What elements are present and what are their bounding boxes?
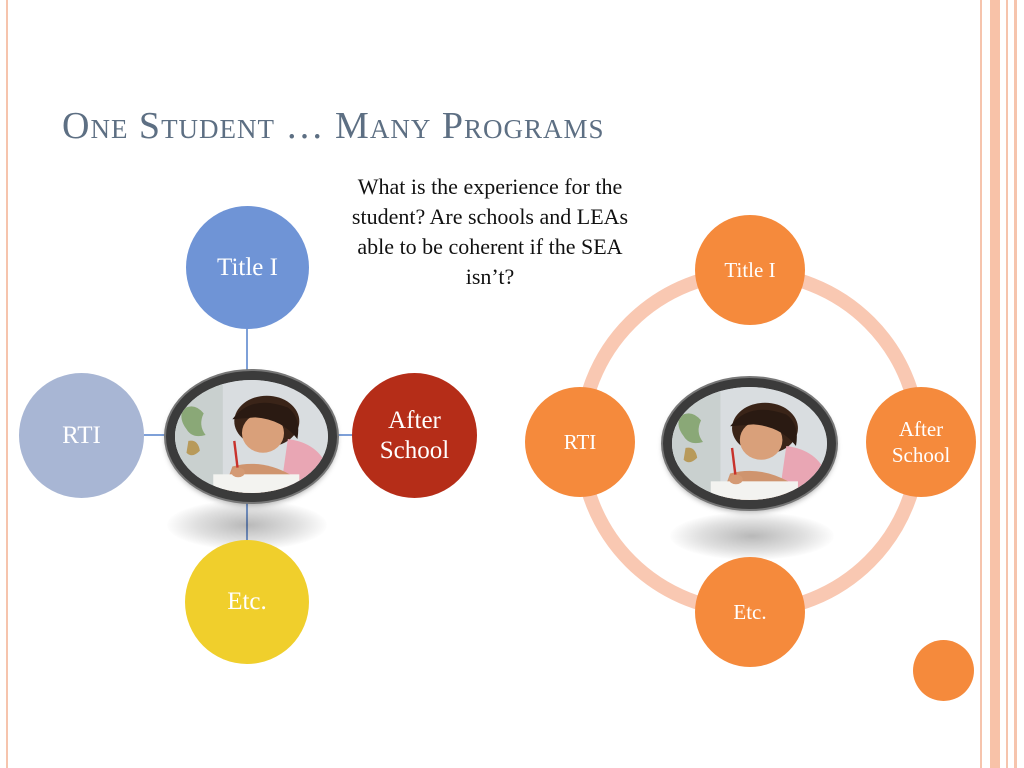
right-border-line-3 bbox=[1014, 0, 1017, 768]
right-photo-shadow bbox=[670, 512, 834, 560]
question-text: What is the experience for the student? Are schools and LEAs able to be coherent if the SEA isn’t? bbox=[351, 174, 629, 289]
right-border-line-2 bbox=[1006, 0, 1008, 768]
left-border-line bbox=[6, 0, 8, 768]
right-node-after-school bbox=[866, 387, 976, 497]
right-node-etc bbox=[695, 557, 805, 667]
slide-title: One Student … Many Programs bbox=[62, 105, 605, 147]
left-student-photo bbox=[166, 371, 337, 502]
left-node-etc bbox=[185, 540, 309, 664]
right-node-etc-label: Etc. bbox=[733, 599, 767, 624]
right-node-rti bbox=[525, 387, 635, 497]
right-border-line-1 bbox=[980, 0, 982, 768]
corner-dot bbox=[913, 640, 974, 701]
right-node-after-label: After bbox=[898, 417, 944, 441]
right-node-title-i bbox=[695, 215, 805, 325]
left-node-after-school bbox=[352, 373, 477, 498]
left-node-rti-label: RTI bbox=[62, 421, 101, 449]
left-node-etc-label: Etc. bbox=[227, 588, 267, 615]
right-border-band bbox=[990, 0, 1000, 768]
left-node-rti bbox=[19, 373, 144, 498]
right-student-photo bbox=[663, 378, 836, 509]
left-node-title-i-label: Title I bbox=[217, 253, 278, 281]
left-node-title-i bbox=[186, 206, 309, 329]
left-node-after-label: After bbox=[388, 406, 441, 434]
right-node-rti-label: RTI bbox=[563, 429, 597, 454]
right-node-title-i-label: Title I bbox=[724, 257, 776, 282]
left-node-school-label: School bbox=[379, 436, 450, 464]
right-node-school-label: School bbox=[891, 443, 951, 467]
